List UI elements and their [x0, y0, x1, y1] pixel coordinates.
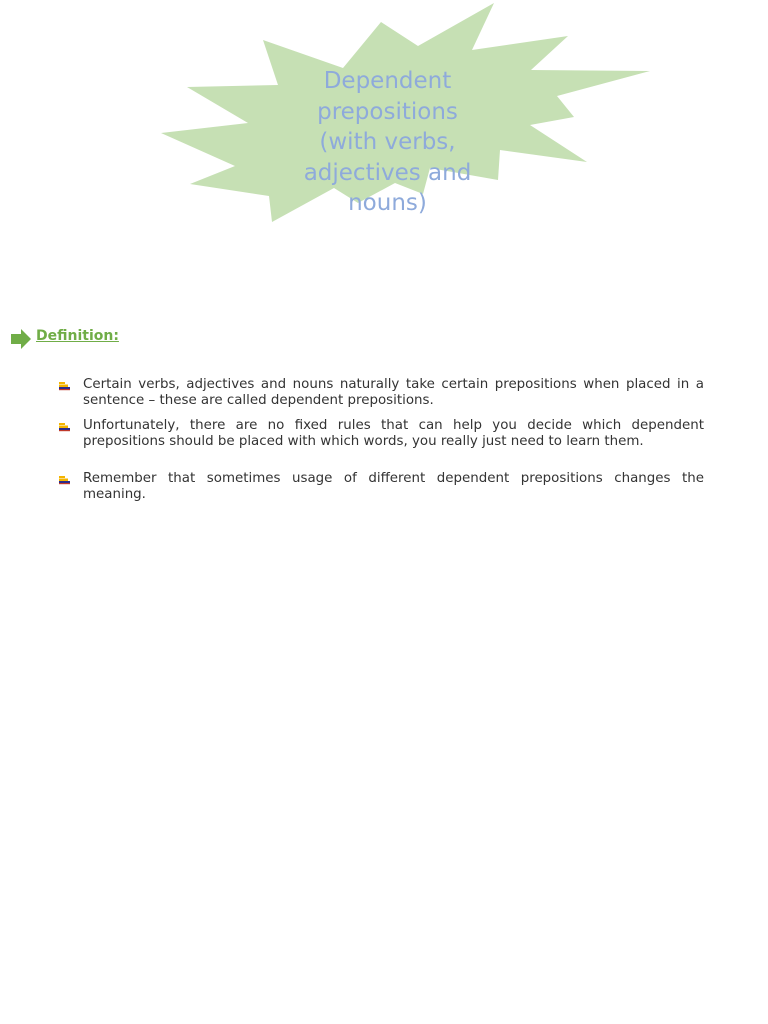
definition-heading [10, 326, 119, 352]
hand-pointer-icon [58, 380, 71, 391]
page-title: Dependent prepositions (with verbs, adjectives and nouns) [303, 68, 472, 216]
list-item [58, 418, 704, 450]
bullet-text: Remember that sometimes usage of different dependent prepositions changes the meaning. [83, 471, 704, 502]
bullet-text: Certain verbs, adjectives and nouns naturally take certain prepositions when placed in a sentence – these are called dependent prepositions. [83, 377, 704, 408]
right-arrow-icon [10, 328, 32, 350]
definition-label: Definition: [36, 328, 119, 344]
hand-pointer-icon [58, 474, 71, 485]
list-item [58, 471, 704, 503]
definition-bullet-list [58, 377, 704, 503]
hand-pointer-icon [58, 421, 71, 432]
list-item [58, 377, 704, 409]
bullet-text: Unfortunately, there are no fixed rules that can help you decide which dependent prepositions should be placed with which words, you really just need to learn them. [83, 418, 704, 449]
